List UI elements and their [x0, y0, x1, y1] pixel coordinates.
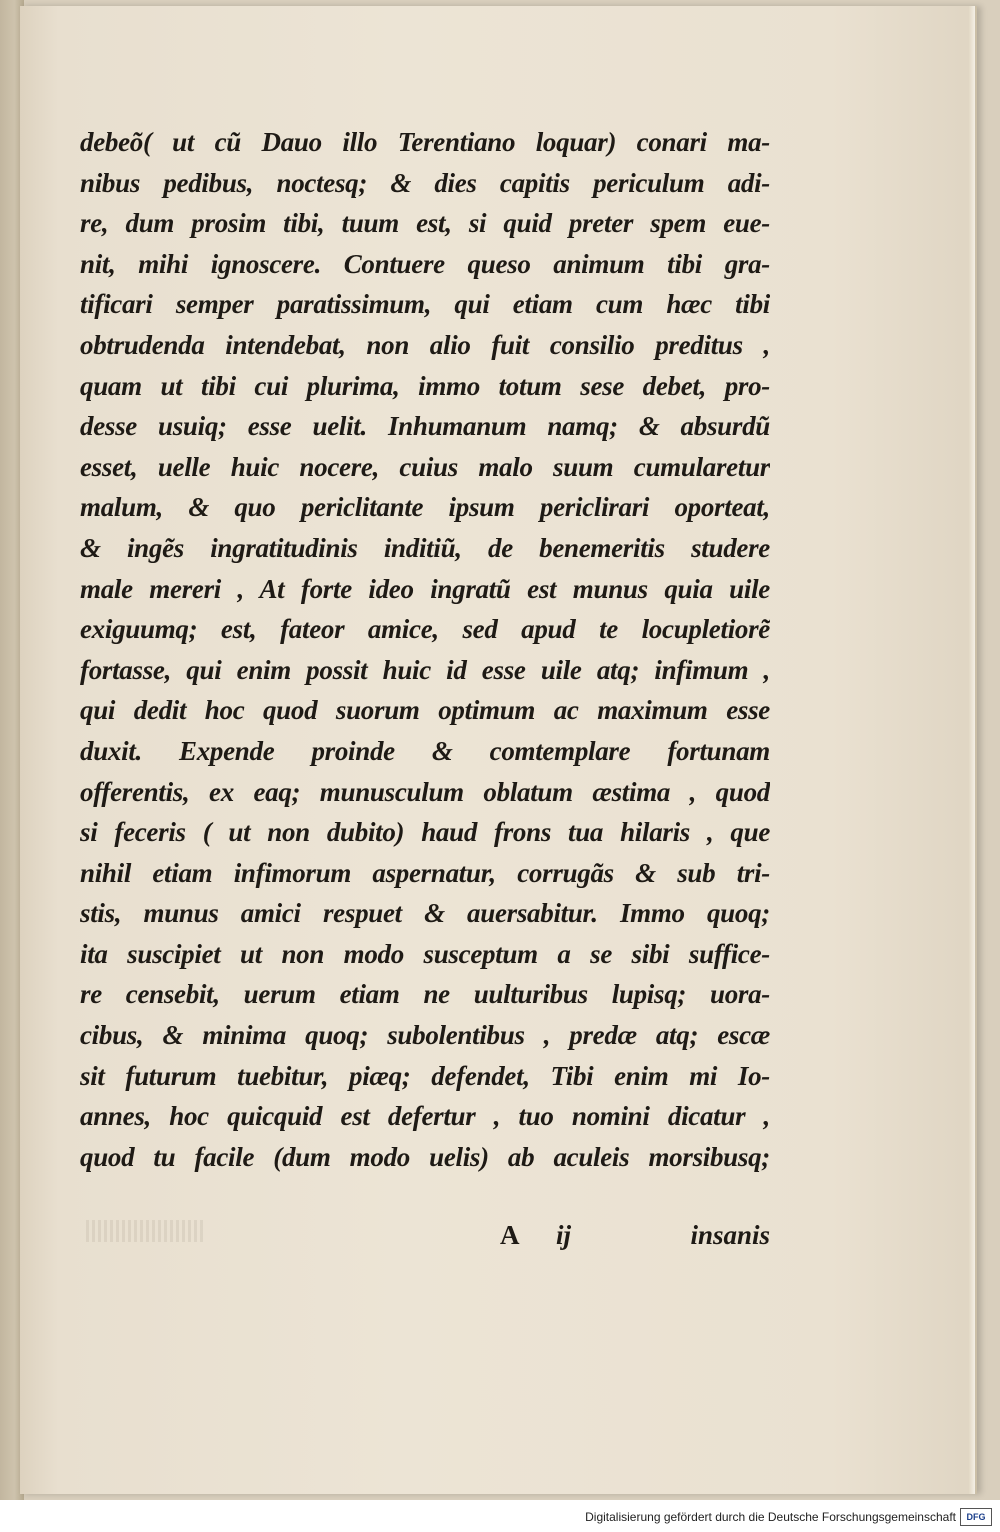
text-line: & ingẽs ingratitudinis inditiũ, de benemeritis studere	[80, 532, 770, 563]
dfg-logo: DFG	[960, 1508, 992, 1526]
page-edge	[969, 6, 975, 1494]
text-line: esset, uelle huic nocere, cuius malo suum cumularetur	[80, 451, 770, 482]
text-line: desse usuiq; esse uelit. Inhumanum namq; & absurdũ	[80, 411, 770, 442]
signature-number: ij	[556, 1220, 572, 1250]
text-line: ita suscipiet ut non modo susceptum a se sibi suffice-	[80, 938, 770, 969]
text-line: quod tu facile (dum modo uelis) ab aculeis morsibusq;	[80, 1141, 770, 1172]
text-line: offerentis, ex eaq; munusculum oblatum æstima , quod	[80, 776, 770, 807]
text-line: quam ut tibi cui plurima, immo totum sese debet, pro-	[80, 370, 770, 401]
text-line: nit, mihi ignoscere. Contuere queso animum tibi gra-	[80, 248, 770, 279]
body-text	[80, 122, 770, 1177]
text-line: re, dum prosim tibi, tuum est, si quid preter spem eue-	[80, 208, 770, 239]
text-line: malum, & quo periclitante ipsum periclirari oporteat,	[80, 492, 770, 523]
text-line: debeõ( ut cũ Dauo illo Terentiano loquar) conari ma-	[80, 127, 770, 157]
text-line: annes, hoc quicquid est defertur , tuo nomini dicatur ,	[80, 1101, 770, 1132]
text-line: tificari semper paratissimum, qui etiam cum hæc tibi	[80, 289, 770, 320]
text-line: si feceris ( ut non dubito) haud frons tua hilaris , que	[80, 817, 770, 848]
text-line: qui dedit hoc quod suorum optimum ac maximum esse	[80, 695, 770, 726]
text-line: cibus, & minima quoq; subolentibus , predæ atq; escæ	[80, 1020, 770, 1051]
page-footer	[80, 1216, 770, 1256]
text-line: re censebit, uerum etiam ne uulturibus lupisq; uora-	[80, 979, 770, 1010]
text-line: obtrudenda intendebat, non alio fuit consilio preditus ,	[80, 329, 770, 360]
text-line: nibus pedibus, noctesq; & dies capitis periculum adi-	[80, 167, 770, 198]
text-line: fortasse, qui enim possit huic id esse uile atq; infimum ,	[80, 654, 770, 685]
signature-mark: A	[500, 1220, 520, 1250]
text-line: exiguumq; est, fateor amice, sed apud te locupletiorẽ	[80, 614, 770, 645]
dfg-credit: Digitalisierung gefördert durch die Deutsche Forschungsgemeinschaft	[585, 1510, 956, 1524]
catchword: insanis	[690, 1220, 770, 1250]
text-line: male mereri , At forte ideo ingratũ est munus quia uile	[80, 573, 770, 604]
text-line: nihil etiam infimorum aspernatur, corrugãs & sub tri-	[80, 857, 770, 888]
text-line: stis, munus amici respuet & auersabitur. Immo quoq;	[80, 898, 770, 929]
text-line: sit futurum tuebitur, piæq; defendet, Tibi enim mi Io-	[80, 1060, 770, 1091]
text-line: duxit. Expende proinde & comtemplare fortunam	[80, 735, 770, 766]
